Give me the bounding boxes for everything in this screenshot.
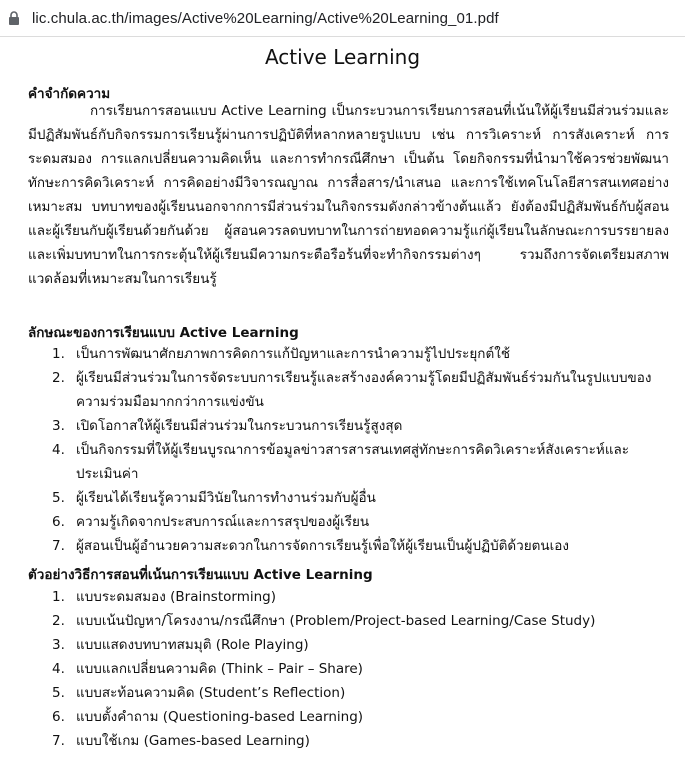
list-item [28, 657, 673, 681]
lock-icon[interactable] [8, 11, 20, 25]
url-text[interactable]: lic.chula.ac.th/images/Active%20Learning/Active%20Learning_01.pdf [32, 9, 499, 27]
item-number: 3. [52, 637, 65, 653]
item-text: เป็นกิจกรรมที่ให้ผู้เรียนบูรณาการข้อมูลข่าวสารสารสนเทศสู่ทักษะการคิดวิเคราะห์สังเคราะห์และประเมินค่า [76, 442, 630, 482]
item-text: แบบเน้นปัญหา/โครงงาน/กรณีศึกษา (Problem/Project-based Learning/Case Study) [76, 613, 596, 629]
item-text: แบบสะท้อนความคิด (Student’s Reflection) [76, 685, 346, 701]
item-number: 2. [52, 613, 65, 629]
list-item [28, 705, 673, 729]
item-text: ผู้เรียนมีส่วนร่วมในการจัดระบบการเรียนรู้และสร้างองค์ความรู้โดยมีปฏิสัมพันธ์ร่วมกันในรูปแบบของความร่วมมือมากกว่าการแข่งขัน [76, 370, 652, 410]
item-number: 1. [52, 346, 65, 362]
item-number: 4. [52, 661, 65, 677]
list-item [28, 681, 673, 705]
definition-paragraph: การเรียนการสอนแบบ Active Learning เป็นกระบวนการเรียนการสอนที่เน้นให้ผู้เรียนมีส่วนร่วมและมีปฏิสัมพันธ์กับกิจกรรมการเรียนรู้ผ่านการปฏิบัติที่หลากหลายรูปแบบ เช่น การวิเคราะห์ การสังเคราะห์ การระดมสมอง การแลกเปลี่ยนความคิดเห็น และการทำกรณีศึกษา เป็นต้น โดยกิจกรรมที่นำมาใช้ควรช่วยพัฒนาทักษะการคิดวิเคราะห์ การคิดอย่างมีวิจารณญาณ การสื่อสาร/นำเสนอ และการใช้เทคโนโลยีสารสนเทศอย่างเหมาะสม บทบาทของผู้เรียนนอกจากการมีส่วนร่วมในกิจกรรมดังกล่าวข้างต้นแล้ว ยังต้องมีปฏิสัมพันธ์กับผู้สอนและผู้เรียนกับผู้เรียนด้วยกันด้วย ผู้สอนควรลดบทบาทในการถ่ายทอดความรู้แก่ผู้เรียนในลักษณะการบรรยายลง และเพิ่มบทบาทในการกระตุ้นให้ผู้เรียนมีความกระตือรือร้นที่จะทำกิจกรรมต่างๆ รวมถึงการจัดเตรียมสภาพแวดล้อมที่เหมาะสมในการเรียนรู้ [28, 103, 669, 287]
item-number: 2. [52, 370, 65, 386]
examples-heading: ตัวอย่างวิธีการสอนที่เน้นการเรียนแบบ Active Learning [28, 567, 373, 583]
item-text: แบบแสดงบทบาทสมมุติ (Role Playing) [76, 637, 309, 653]
item-number: 6. [52, 709, 65, 725]
list-item [28, 366, 673, 414]
item-text: แบบตั้งคำถาม (Questioning-based Learning) [76, 709, 364, 725]
pdf-page [0, 37, 685, 757]
definition-heading: คำจำกัดความ [28, 86, 111, 102]
item-text: ผู้สอนเป็นผู้อำนวยความสะดวกในการจัดการเรียนรู้เพื่อให้ผู้เรียนเป็นผู้ปฏิบัติด้วยตนเอง [76, 538, 569, 554]
list-item [28, 585, 673, 609]
list-item [28, 342, 673, 366]
list-item [28, 510, 673, 534]
item-text: ความรู้เกิดจากประสบการณ์และการสรุปของผู้เรียน [76, 514, 370, 530]
list-item [28, 438, 673, 486]
item-number: 4. [52, 442, 65, 458]
item-text: เปิดโอกาสให้ผู้เรียนมีส่วนร่วมในกระบวนการเรียนรู้สูงสุด [76, 418, 403, 434]
examples-list [28, 585, 673, 753]
list-item [28, 729, 673, 753]
list-item [28, 633, 673, 657]
item-number: 7. [52, 538, 65, 554]
characteristics-heading: ลักษณะของการเรียนแบบ Active Learning [28, 325, 299, 341]
item-text: แบบระดมสมอง (Brainstorming) [76, 589, 276, 605]
item-number: 7. [52, 733, 65, 749]
document-title: Active Learning [264, 45, 421, 69]
item-number: 5. [52, 685, 65, 701]
list-item [28, 414, 673, 438]
list-item [28, 486, 673, 510]
list-item [28, 609, 673, 633]
item-number: 5. [52, 490, 65, 506]
address-bar[interactable] [0, 0, 685, 37]
item-number: 6. [52, 514, 65, 530]
item-text: แบบแลกเปลี่ยนความคิด (Think – Pair – Share) [76, 661, 363, 677]
item-text: แบบใช้เกม (Games-based Learning) [76, 733, 310, 749]
list-item [28, 534, 673, 558]
item-number: 3. [52, 418, 65, 434]
characteristics-list [28, 342, 673, 558]
item-number: 1. [52, 589, 65, 605]
item-text: ผู้เรียนได้เรียนรู้ความมีวินัยในการทำงานร่วมกับผู้อื่น [76, 490, 376, 506]
item-text: เป็นการพัฒนาศักยภาพการคิดการแก้ปัญหาและการนำความรู้ไปประยุกต์ใช้ [76, 346, 511, 362]
